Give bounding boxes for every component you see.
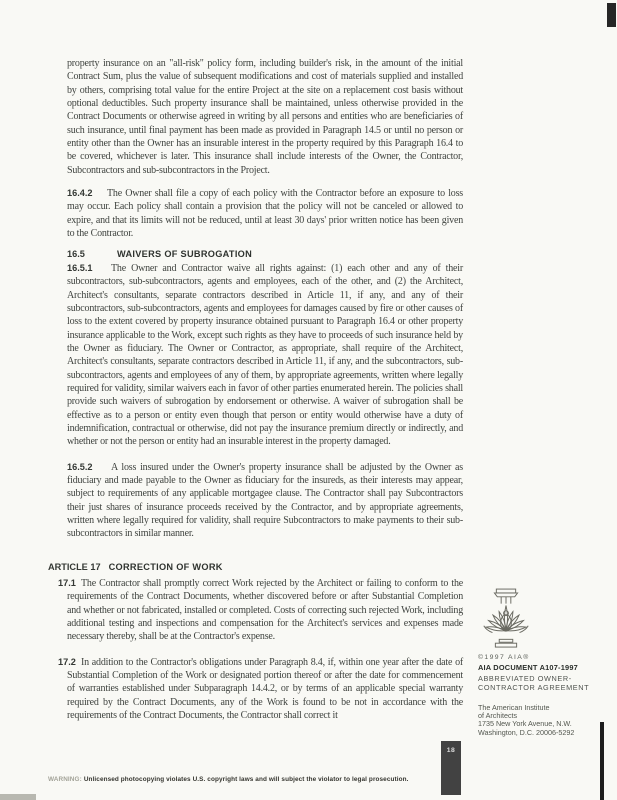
clause-number: 16.5 (67, 249, 85, 260)
clause-number: 17.1 (58, 578, 76, 589)
document-title-line1: ABBREVIATED OWNER- (478, 674, 572, 683)
paragraph-text: The Contractor shall promptly correct Work rejected by the Architect or failing to conform to the requirements of the Contract Documents, whether discovered before or after Substantial Completion and whether or not fabricated, installed or completed. Costs of correcting such rejected Work, including additional testing and inspections and compensation for the Architect's services and expenses made necessary thereby, shall be at the Contractor's expense. (67, 578, 463, 643)
contract-text-column (48, 57, 463, 722)
publisher-address (478, 704, 574, 737)
paragraph-16-4-1-continuation (67, 57, 463, 177)
clause-number: 16.5.1 (67, 262, 93, 273)
warning-label: WARNING: (48, 776, 82, 783)
clause-number: 16.4.2 (67, 188, 93, 199)
clause-number: 16.5.2 (67, 461, 93, 472)
paragraph-text: A loss insured under the Owner's property insurance shall be adjusted by the Owner as fiduciary and made payable to the Owner as fiduciary for the insureds, as their interests may appear, subject to requirements of any applicable mortgagee clause. The Contractor shall pay Subcontractors their just shares of insurance proceeds received by the Contractor, and by appropriate agreements, written where legally required for validity, shall require Subcontractors to make payments to their sub-subcontractors in similar manner. (67, 461, 463, 540)
paragraph-17-2 (58, 656, 463, 723)
warning-text: Unlicensed photocopying violates U.S. copyright laws and will subject the violator to legal prosecution. (83, 776, 409, 783)
paragraph-16-4-2 (67, 187, 463, 240)
scan-registration-mark (607, 3, 616, 27)
section-heading-16-5 (67, 248, 463, 261)
paragraph-16-5-2 (67, 461, 463, 541)
scan-edge-strip (0, 794, 36, 800)
clause-number: 17.2 (58, 656, 76, 667)
address-line: of Architects (478, 711, 518, 721)
paragraph-text: In addition to the Contractor's obligations under Paragraph 8.4, if, within one year after the date of Substantial Completion of the Work or designated portion thereof or after the date for commencement of warranties established under Subparagraph 14.4.2, or by terms of an applicable special warranty required by the Contract Documents, any of the Work is found to be not in accordance with the requirements of the Contract Documents, the Contractor shall correct it (67, 656, 463, 722)
paragraph-17-1 (58, 577, 463, 644)
article-17-heading (48, 561, 463, 574)
section-title: WAIVERS OF SUBROGATION (117, 249, 253, 260)
paragraph-text: The Owner shall file a copy of each policy with the Contractor before an exposure to loss may occur. Each policy shall contain a provision that the policy will not be canceled or allowed to expire, and that its limits will not be reduced, until at least 30 days' prior written notice has been given to the Contractor. (67, 188, 463, 240)
article-number: ARTICLE 17 (48, 561, 101, 572)
paragraph-text: property insurance on an "all-risk" policy form, including builder's risk, in the amount of the initial Contract Sum, plus the value of subsequent modifications and cost of materials supplied and installed by others, comprising total value for the entire Project at the site on a replacement cost basis without optional deductibles. Such property insurance shall be maintained, unless otherwise provided in the Contract Documents or otherwise agreed in writing by all persons and entities who are beneficiaries of such insurance, until final payment has been made as provided in Paragraph 14.5 or until no person or entity other than the Owner has an insurable interest in the property required by this Paragraph 16.4 to be covered, whichever is later. This insurance shall include interests of the Owner, the Contractor, Subcontractors and sub-subcontractors in the Project. (67, 58, 463, 176)
paragraph-text: The Owner and Contractor waive all rights against: (1) each other and any of their subcontractors, sub-subcontractors, agents and employees, each of the other, and (2) the Architect, Architect's consultants, separate contractors described in Article 11, if any, and any of their subcontractors, sub-subcontractors, agents and employees for damages caused by fire or other causes of loss to the extent covered by property insurance obtained pursuant to Paragraph 16.4 or other property insurance applicable to the Work, except such rights as they have to proceeds of such insurance held by the Owner as fiduciary. The Owner or Contractor, as appropriate, shall require of the Architect, Architect's consultants, separate contractors described in Article 11, if any, and the subcontractors, sub-subcontractors, agents and employees of any of them, by appropriate agreements, written where legally required for validity, similar waivers each in favor of other parties enumerated herein. The policies shall provide such waivers of subrogation by endorsement or otherwise. A waiver of subrogation shall be effective as to a person or entity even though that person or entity would otherwise have a duty of indemnification, contractual or otherwise, did not pay the insurance premium directly or indirectly, and whether or not the person or entity had an insurable interest in the property damaged. (67, 262, 463, 448)
address-line: Washington, D.C. 20006-5292 (478, 727, 575, 737)
document-code: AIA DOCUMENT A107-1997 (478, 663, 578, 672)
address-line: The American Institute (478, 703, 550, 712)
address-line: 1735 New York Avenue, N.W. (478, 719, 572, 729)
copyright-warning (48, 776, 568, 783)
copyright-line: ©1997 AIA® (478, 654, 530, 661)
aia-eagle-logo-icon (477, 588, 535, 652)
article-title: CORRECTION OF WORK (108, 561, 223, 572)
page-number-badge: 18 (441, 741, 461, 795)
scan-edge-bar (600, 722, 604, 800)
paragraph-16-5-1 (67, 262, 463, 449)
document-title-line2: CONTRACTOR AGREEMENT (478, 683, 590, 692)
